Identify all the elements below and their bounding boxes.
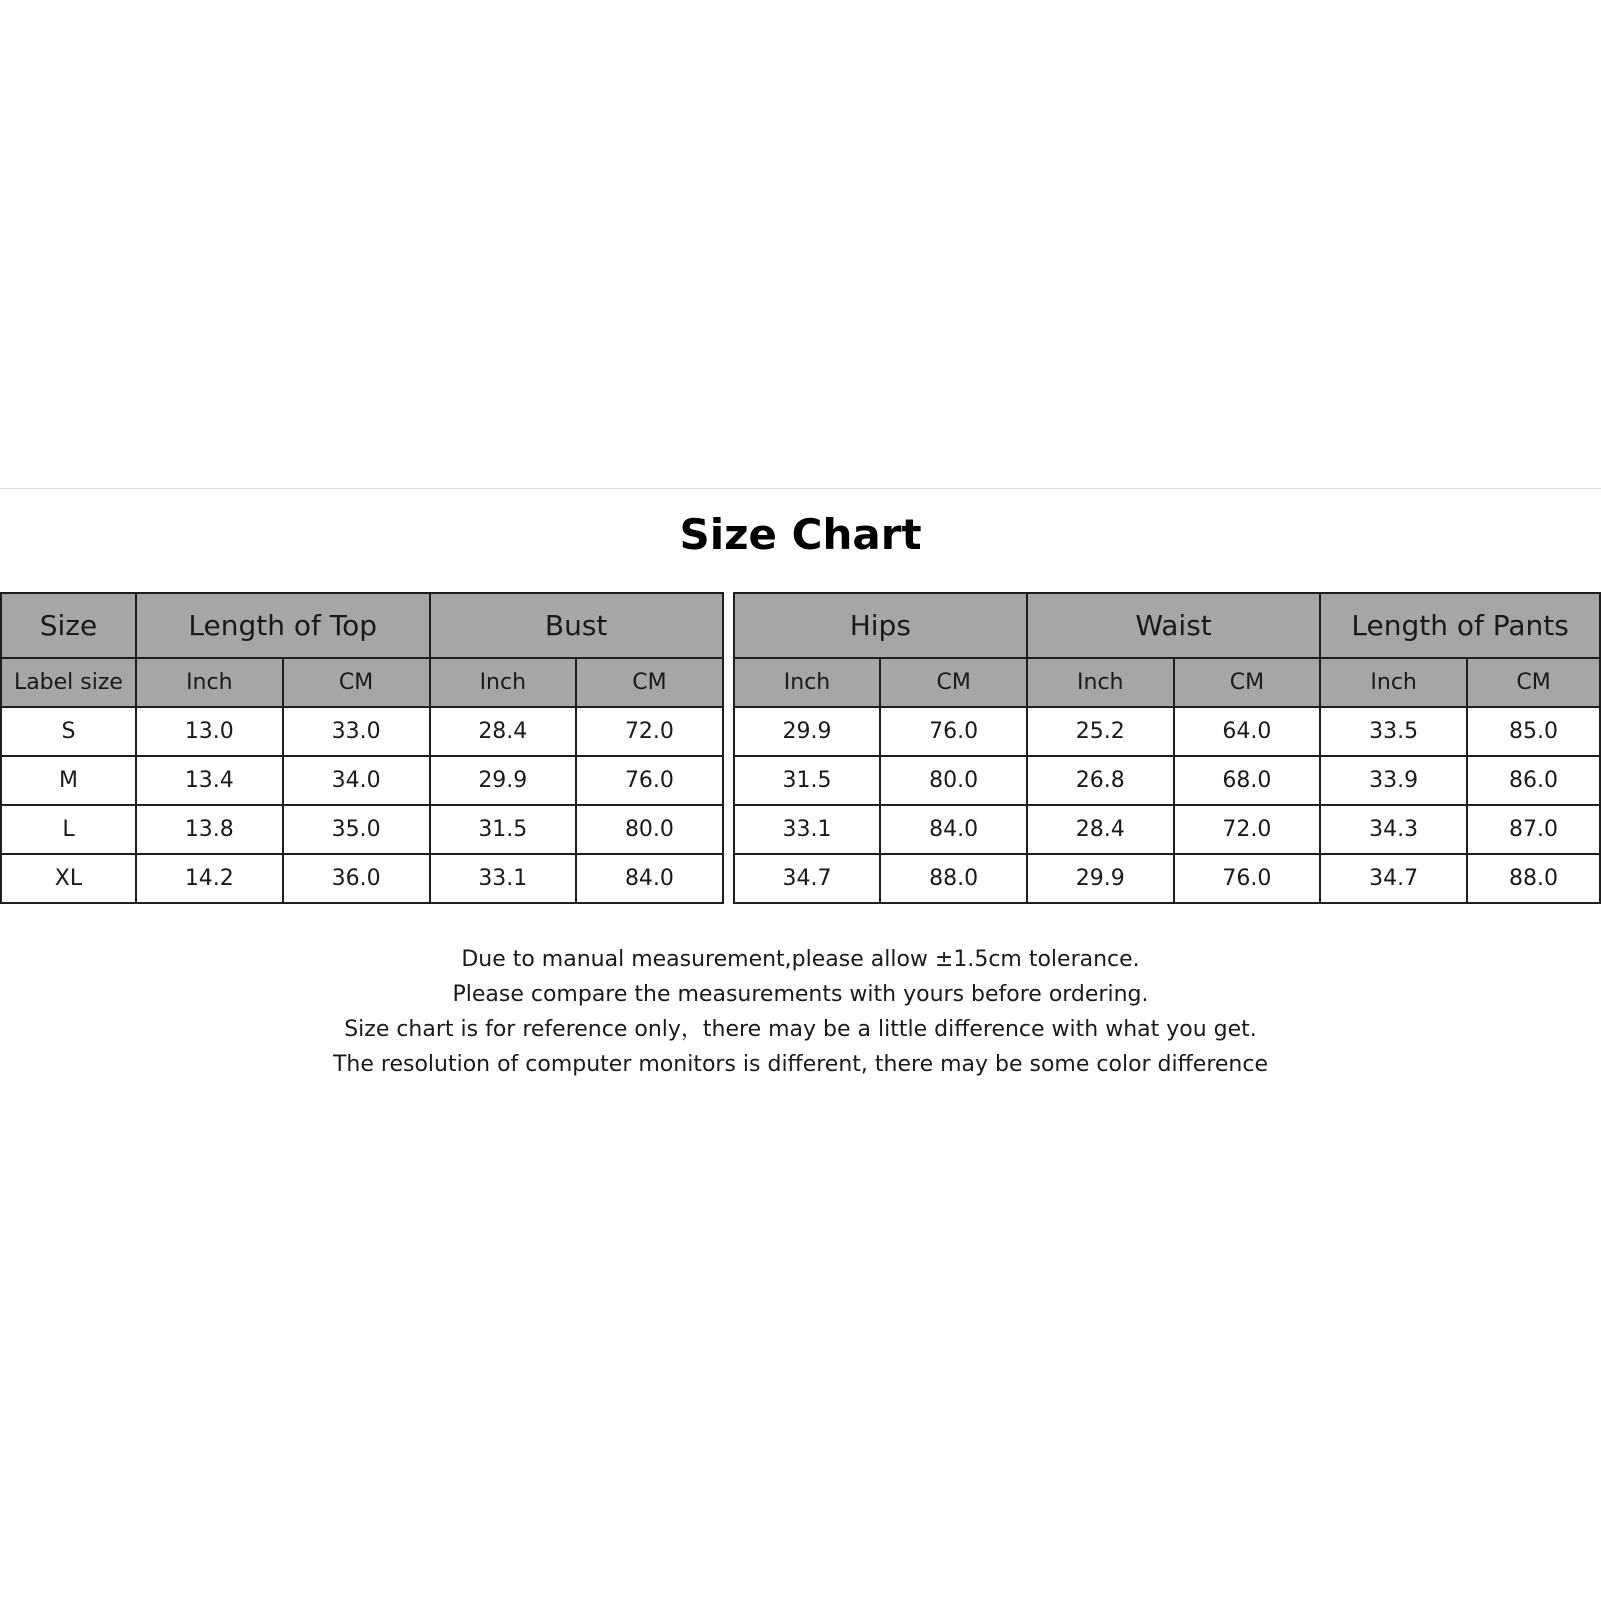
table-cell: 76.0 xyxy=(1174,854,1321,903)
table-cell: 13.8 xyxy=(136,805,283,854)
units-cell: CM xyxy=(880,658,1027,707)
note-color: The resolution of computer monitors is different, there may be some color difference xyxy=(332,1052,1269,1077)
table-cell: 85.0 xyxy=(1467,707,1600,756)
units-cell: CM xyxy=(576,658,723,707)
table-cell: 14.2 xyxy=(136,854,283,903)
notes-block xyxy=(0,942,1601,1082)
table-cell: 13.0 xyxy=(136,707,283,756)
table-row xyxy=(1,854,1600,903)
table-header-row xyxy=(1,593,1600,658)
table-cell: 25.2 xyxy=(1027,707,1174,756)
table-cell: 80.0 xyxy=(576,805,723,854)
table-cell: 33.1 xyxy=(734,805,881,854)
table-cell: 35.0 xyxy=(283,805,430,854)
units-cell: CM xyxy=(283,658,430,707)
table-cell: 31.5 xyxy=(734,756,881,805)
table-cell: 68.0 xyxy=(1174,756,1321,805)
table-cell: 13.4 xyxy=(136,756,283,805)
header-waist: Waist xyxy=(1027,593,1320,658)
header-length-of-top: Length of Top xyxy=(136,593,430,658)
table-cell: 76.0 xyxy=(880,707,1027,756)
table-cell: 33.5 xyxy=(1320,707,1467,756)
units-cell: Inch xyxy=(1027,658,1174,707)
table-cell: 34.0 xyxy=(283,756,430,805)
note-compare: Please compare the measurements with yours before ordering. xyxy=(452,982,1149,1007)
table-cell: 29.9 xyxy=(430,756,577,805)
table-cell: 72.0 xyxy=(1174,805,1321,854)
table-cell: 31.5 xyxy=(430,805,577,854)
table-row xyxy=(1,805,1600,854)
table-cell: 84.0 xyxy=(576,854,723,903)
units-label-size: Label size xyxy=(1,658,136,707)
units-cell: Inch xyxy=(1320,658,1467,707)
table-cell: 76.0 xyxy=(576,756,723,805)
table-row xyxy=(1,756,1600,805)
size-label-cell: S xyxy=(1,707,136,756)
note-reference: Size chart is for reference only，there may be a little difference with what you get. xyxy=(344,1017,1257,1042)
table-cell: 86.0 xyxy=(1467,756,1600,805)
table-cell: 34.7 xyxy=(1320,854,1467,903)
units-cell: Inch xyxy=(430,658,577,707)
units-cell: Inch xyxy=(136,658,283,707)
table-row xyxy=(1,707,1600,756)
size-label-cell: XL xyxy=(1,854,136,903)
table-cell: 29.9 xyxy=(734,707,881,756)
column-divider xyxy=(723,593,734,903)
header-hips: Hips xyxy=(734,593,1027,658)
table-cell: 33.9 xyxy=(1320,756,1467,805)
page-title: Size Chart xyxy=(679,510,922,559)
table-cell: 87.0 xyxy=(1467,805,1600,854)
table-cell: 84.0 xyxy=(880,805,1027,854)
table-cell: 29.9 xyxy=(1027,854,1174,903)
header-length-of-pants: Length of Pants xyxy=(1320,593,1600,658)
top-separator-line xyxy=(0,488,1601,489)
table-units-row xyxy=(1,658,1600,707)
units-cell: Inch xyxy=(734,658,881,707)
table-cell: 64.0 xyxy=(1174,707,1321,756)
table-cell: 88.0 xyxy=(880,854,1027,903)
table-cell: 34.3 xyxy=(1320,805,1467,854)
table-cell: 33.1 xyxy=(430,854,577,903)
table-cell: 28.4 xyxy=(1027,805,1174,854)
size-label-cell: M xyxy=(1,756,136,805)
table-cell: 28.4 xyxy=(430,707,577,756)
table-cell: 36.0 xyxy=(283,854,430,903)
table-cell: 80.0 xyxy=(880,756,1027,805)
table-cell: 34.7 xyxy=(734,854,881,903)
size-table xyxy=(0,592,1601,904)
units-cell: CM xyxy=(1467,658,1600,707)
table-cell: 88.0 xyxy=(1467,854,1600,903)
units-cell: CM xyxy=(1174,658,1321,707)
size-label-cell: L xyxy=(1,805,136,854)
header-size: Size xyxy=(1,593,136,658)
header-bust: Bust xyxy=(430,593,723,658)
table-cell: 72.0 xyxy=(576,707,723,756)
table-cell: 33.0 xyxy=(283,707,430,756)
note-tolerance: Due to manual measurement,please allow ±1.5cm tolerance. xyxy=(461,947,1140,972)
table-cell: 26.8 xyxy=(1027,756,1174,805)
